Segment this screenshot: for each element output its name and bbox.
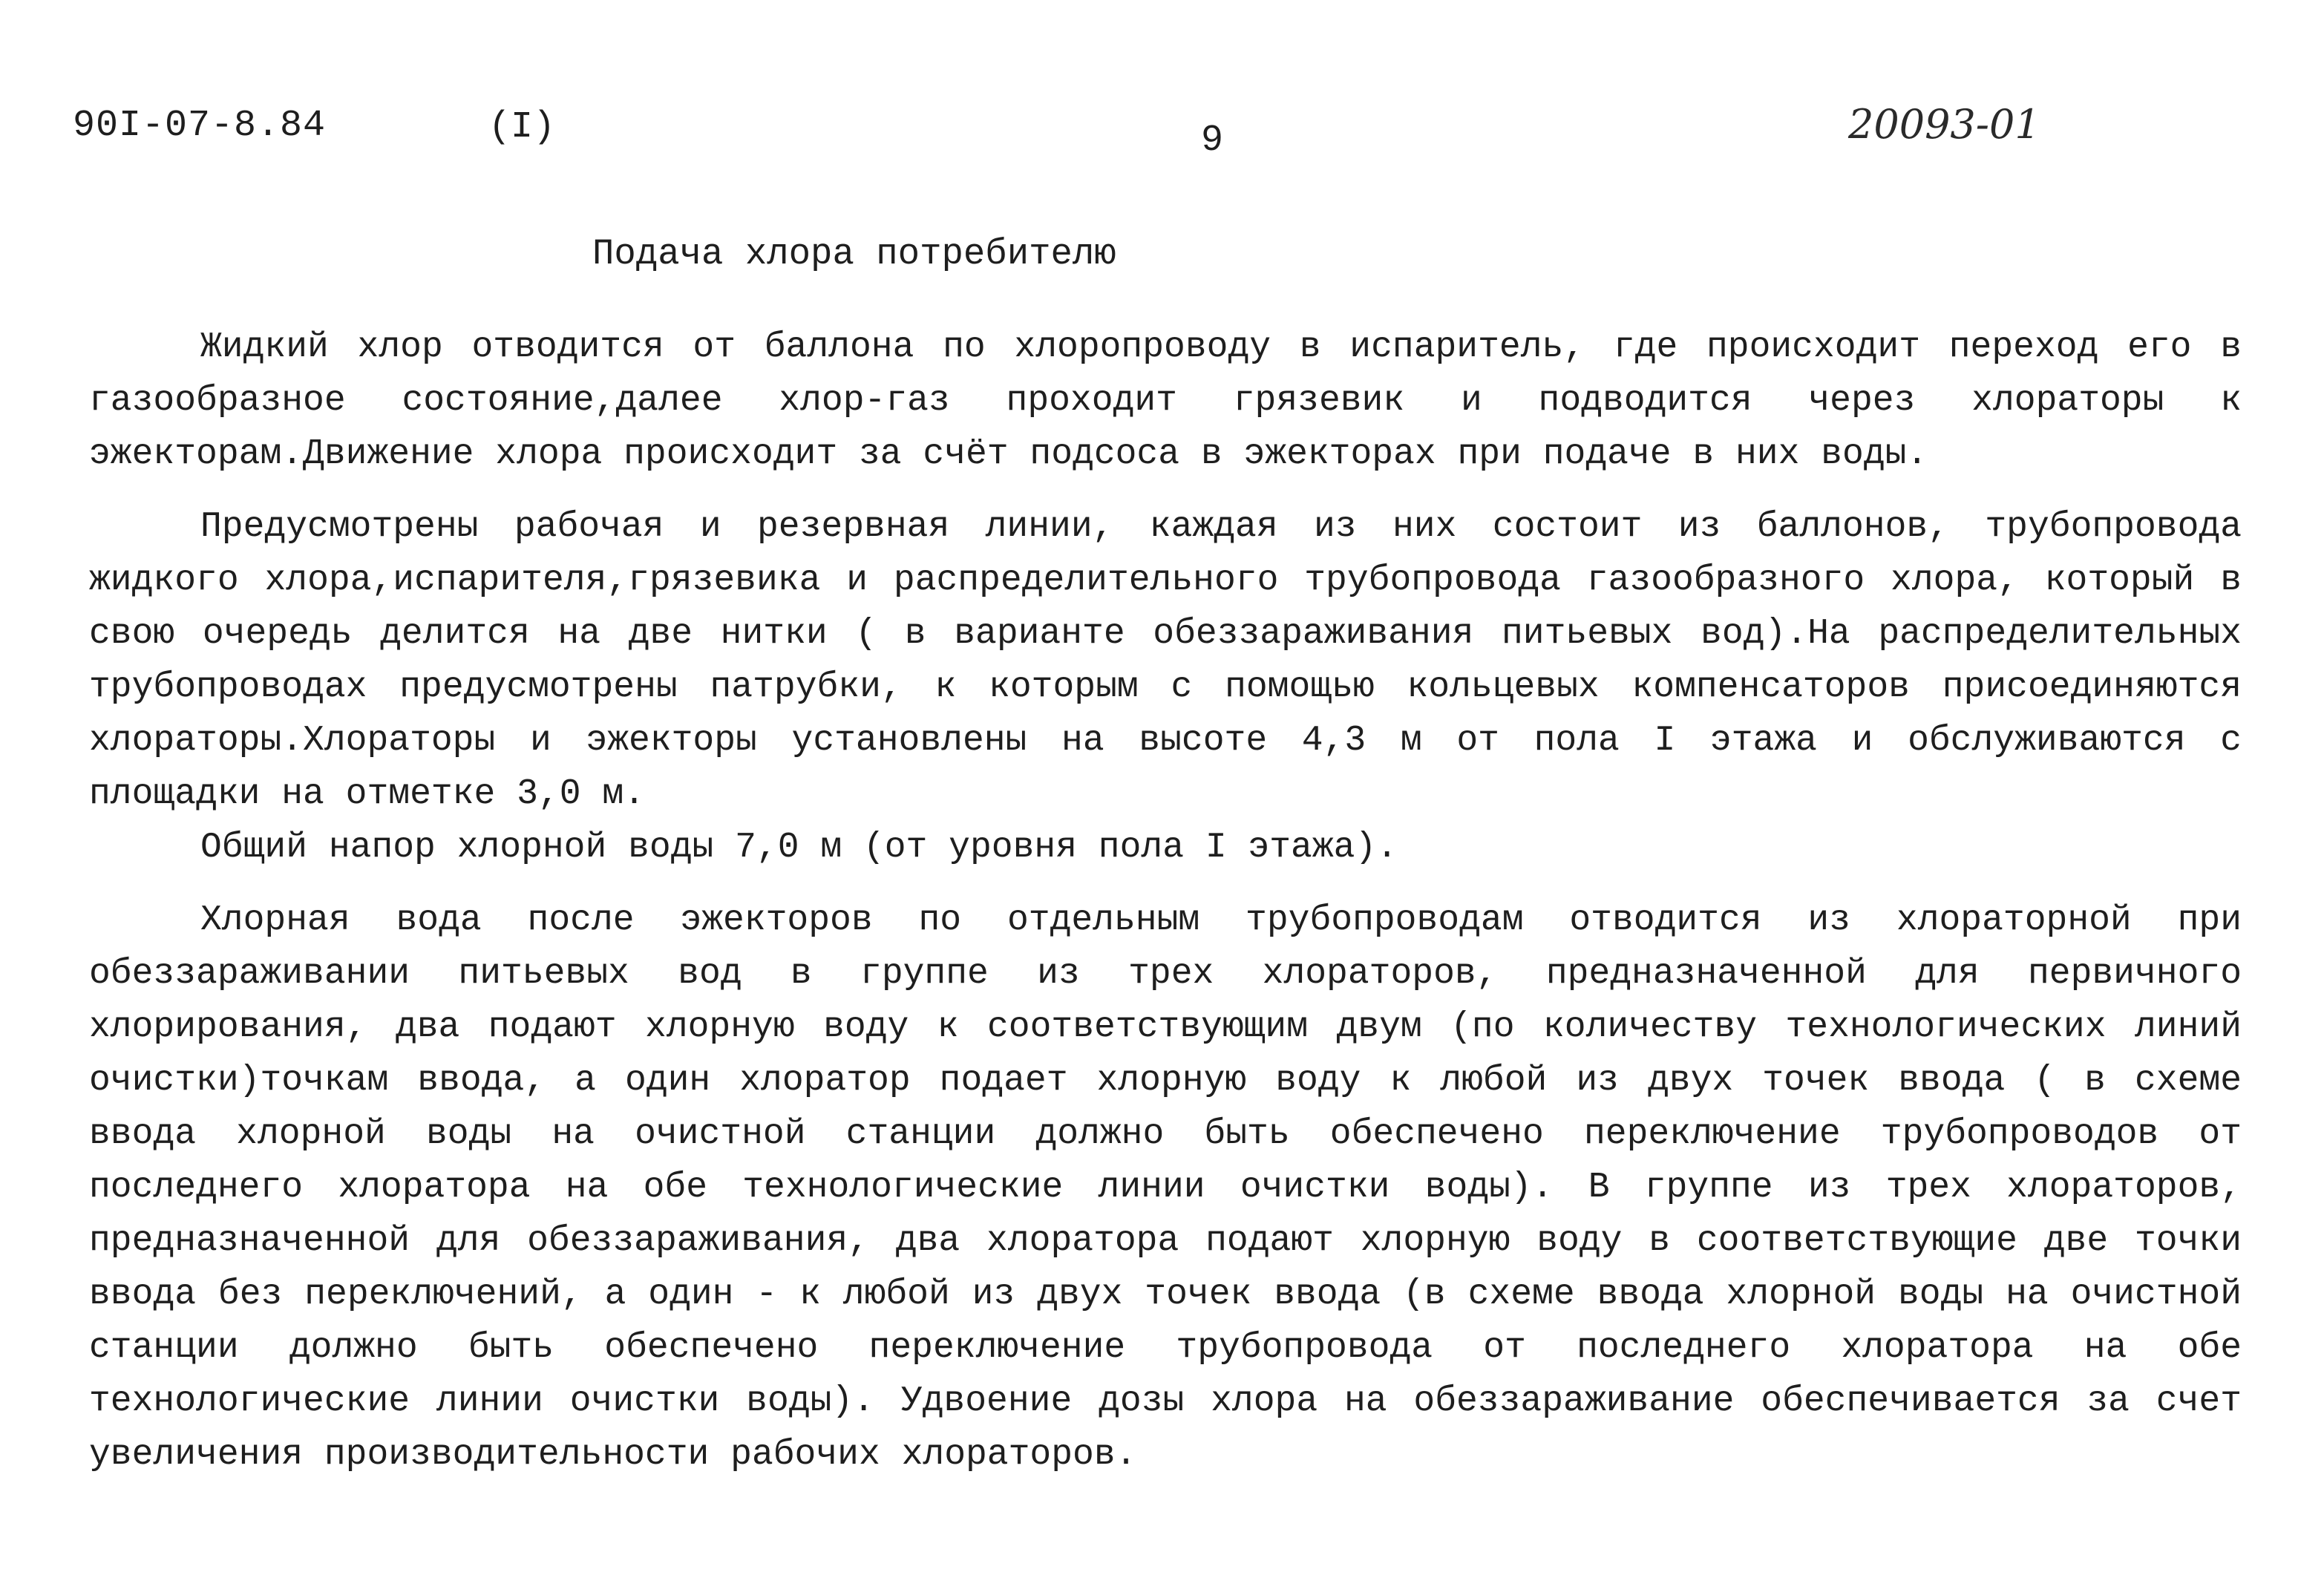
paragraph-liquid-chlorine: Жидкий хлор отводится от баллона по хлоропроводу в испаритель, где происходит переход его в газообразное состояние,далее хлор-газ проходит грязевик и подводится через хлораторы к эжекторам.Движение хлора происходит за счёт подсоса в эжекторах при подаче в них воды. [89, 327, 2242, 474]
paragraph-lines: Предусмотрены рабочая и резервная линии, каждая из них состоит из баллонов, трубопровода жидкого хлора,испарителя,грязевика и распределительного трубопровода газообразного хлора, который в свою очередь делится на две нитки ( в варианте обеззараживания питьевых вод).На распределительных трубопроводах предусмотрены патрубки, к которым с помощью кольцевых компенсаторов присоединяются хлораторы.Хлораторы и эжекторы установлены на высоте 4,3 м от пола I этажа и обслуживаются с площадки на отметке 3,0 м. [89, 507, 2242, 814]
sheet-part-number: (I) [488, 106, 556, 148]
document-body [89, 321, 2242, 1482]
page-number: 9 [1201, 120, 1224, 162]
document-code: 90I-07-8.84 [73, 105, 327, 147]
paragraph-pressure: Общий напор хлорной воды 7,0 м (от уровня пола I этажа). [200, 828, 1398, 868]
section-title: Подача хлора потребителю [592, 233, 1116, 275]
archive-number-handwritten: 20093-01 [1848, 101, 2040, 148]
paragraph-chlorine-water: Хлорная вода после эжекторов по отдельным трубопроводам отводится из хлораторной при обеззараживании питьевых вод в группе из трех хлораторов, предназначенной для первичного хлорирования, два подают хлорную воду к соответствующим двум (по количеству технологических линий очистки)точкам ввода, а один хлоратор подает хлорную воду к любой из двух точек ввода ( в схеме ввода хлорной воды на очистной станции должно быть обеспечено переключение трубопроводов от последнего хлоратора на обе технологические линии очистки воды). В группе из трех хлораторов, предназначенной для обеззараживания, два хлоратора подают хлорную воду в соответствующие две точки ввода без переключений, а один - к любой из двух точек ввода (в схеме ввода хлорной воды на очистной станции должно быть обеспечено переключение трубопровода от последнего хлоратора на обе технологические линии очистки воды). Удвоение дозы хлора на обеззараживание обеспечивается за счет увеличения производительности рабочих хлораторов. [89, 900, 2242, 1475]
